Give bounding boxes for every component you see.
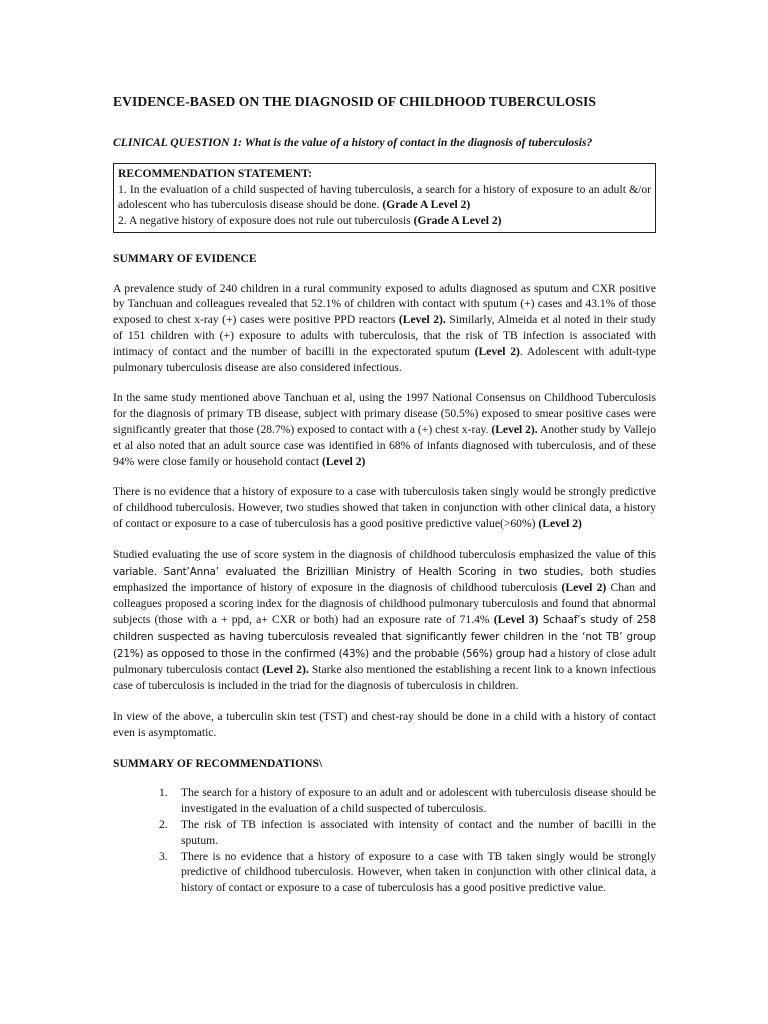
evidence-paragraph-4 [113, 547, 656, 694]
recommendation-item-2-text: 2. A negative history of exposure does not rule out tuberculosis [118, 214, 414, 228]
recommendation-item-1-grade: (Grade A Level 2) [382, 198, 471, 212]
evidence-p1-text-c: . Adolescent with adult-type pulmonary tuberculosis disease are also considered infectious. [113, 344, 656, 374]
summary-of-recommendations-heading: SUMMARY OF RECOMMENDATIONS\ [113, 756, 323, 770]
evidence-p1-level-a: (Level 2). [398, 313, 446, 327]
recommendation-item-1-text: 1. In the evaluation of a child suspected of having tuberculosis, a search for a history of exposure to an adult &/or adolescent who has tuberculosis disease should be done. [118, 182, 651, 212]
evidence-p2-text-b: Another study by Vallejo et al also noted that an adult source case was identified in 68% of infants diagnosed with tuberculosis, and of these 94% were close family or household contact [113, 422, 657, 468]
evidence-p4-text-d: a history of close adult pulmonary tuberculosis contact [113, 646, 656, 677]
evidence-p4-level-a: (Level 2) [561, 581, 607, 595]
evidence-p2-text-a: In the same study mentioned above Tanchuan et al, using the 1997 National Consensus on Childhood Tuberculosis for the diagnosis of primary TB disease, subject with primary disease (50.5%) exposed to smear positive cases were significantly greater that those (28.7%) exposed to contact with a (+) chest x-ray. [113, 391, 656, 436]
recommendations-list [113, 785, 656, 896]
evidence-p4-text-sans-a: of this variable. Sant’Anna’ evaluated the Brizillian Ministry of Health Scoring in two studies, both studies [113, 548, 656, 578]
document-title: EVIDENCE-BASED ON THE DIAGNOSID OF CHILDHOOD TUBERCULOSIS [113, 94, 597, 109]
evidence-p4-level-c: (Level 2). [262, 663, 309, 677]
recommendation-item-2-grade: (Grade A Level 2) [413, 214, 502, 228]
list-item-text: The search for a history of exposure to an adult and or adolescent with tuberculosis disease should be investigated in the evaluation of a child suspected of tuberculosis. [181, 786, 656, 816]
evidence-p4-text-b: emphasized the importance of history of exposure in the diagnosis of childhood tuberculosis [113, 581, 562, 595]
recommendation-item-1 [118, 182, 651, 214]
evidence-paragraph-5: In view of the above, a tuberculin skin test (TST) and chest-ray should be done in a child with a history of contact even is asymptomatic. [113, 709, 656, 739]
evidence-paragraph-2 [113, 390, 656, 469]
evidence-p4-text-e: Starke also mentioned the establishing a recent link to a known infectious case of tuberculosis is included in the triad for the diagnosis of tuberculosis in children. [113, 663, 656, 693]
evidence-p3-text: There is no evidence that a history of exposure to a case with tuberculosis taken singly would be strongly predictive of childhood tuberculosis. However, two studies showed that taken in conjunction with other clinical data, a history of contact or exposure to a case of tuberculosis has a good positive predictive value(>60%) [113, 485, 656, 530]
evidence-p4-text-a: Studied evaluating the use of score system in the diagnosis of childhood tuberculosis emphasized the value [113, 547, 625, 561]
list-item-number: 2. [159, 817, 168, 831]
list-item [159, 849, 656, 896]
evidence-p1-text-a: A prevalence study of 240 children in a rural community exposed to adults diagnosed as sputum and CXR positive by Tanchuan and colleagues revealed that 52.1% of children with contact with sputum (+) cases and 43.1% of those exposed to chest x-ray (+) cases were positive PPD reactors [113, 281, 656, 327]
evidence-paragraph-1 [113, 281, 656, 376]
clinical-question: CLINICAL QUESTION 1: What is the value of a history of contact in the diagnosis of tuberculosis? [113, 136, 593, 149]
list-item-number: 3. [159, 849, 168, 863]
summary-of-evidence-heading: SUMMARY OF EVIDENCE [113, 251, 257, 265]
evidence-p1-level-b: (Level 2) [474, 344, 520, 358]
list-item-text: There is no evidence that a history of exposure to a case with TB taken singly would be strongly predictive of childhood tuberculosis. However, when taken in conjunction with other clinical data, a history of contact or exposure to a case of tuberculosis has a good positive predictive value. [181, 849, 656, 895]
list-item [159, 785, 656, 817]
evidence-p2-level-b: (Level 2) [321, 454, 366, 468]
evidence-p1-text-b: Similarly, Almeida et al noted in their study of 151 children with (+) exposure to adults with tuberculosis, that the risk of TB infection is associated with intimacy of contact and the number of bacilli in the expectorated sputum [113, 313, 656, 358]
evidence-paragraph-3 [113, 484, 656, 531]
list-item [159, 817, 656, 849]
evidence-p4-text-c: Chan and colleagues proposed a scoring index for the diagnosis of childhood pulmonary tuberculosis and found that abnormal subjects (those with a + ppd, a+ CXR or both) had an exposure rate of 71.4% [113, 581, 656, 626]
evidence-p4-text-sans-b: Schaaf’s study of 258 children suspected as having tuberculosis revealed that significantly fewer children in the ‘not TB’ group (21%) as opposed to those in the confirmed (43%) and the probable (56%) group had [113, 613, 656, 660]
recommendation-statement-box [113, 163, 656, 233]
evidence-p3-level: (Level 2) [538, 516, 582, 530]
recommendation-heading: RECOMMENDATION STATEMENT: [118, 166, 312, 180]
list-item-text: The risk of TB infection is associated with intensity of contact and the number of bacilli in the sputum. [181, 817, 656, 847]
list-item-number: 1. [159, 786, 168, 800]
evidence-p2-level-a: (Level 2). [491, 422, 538, 436]
evidence-p4-level-b: (Level 3) [493, 612, 539, 626]
recommendation-item-2 [118, 213, 651, 229]
